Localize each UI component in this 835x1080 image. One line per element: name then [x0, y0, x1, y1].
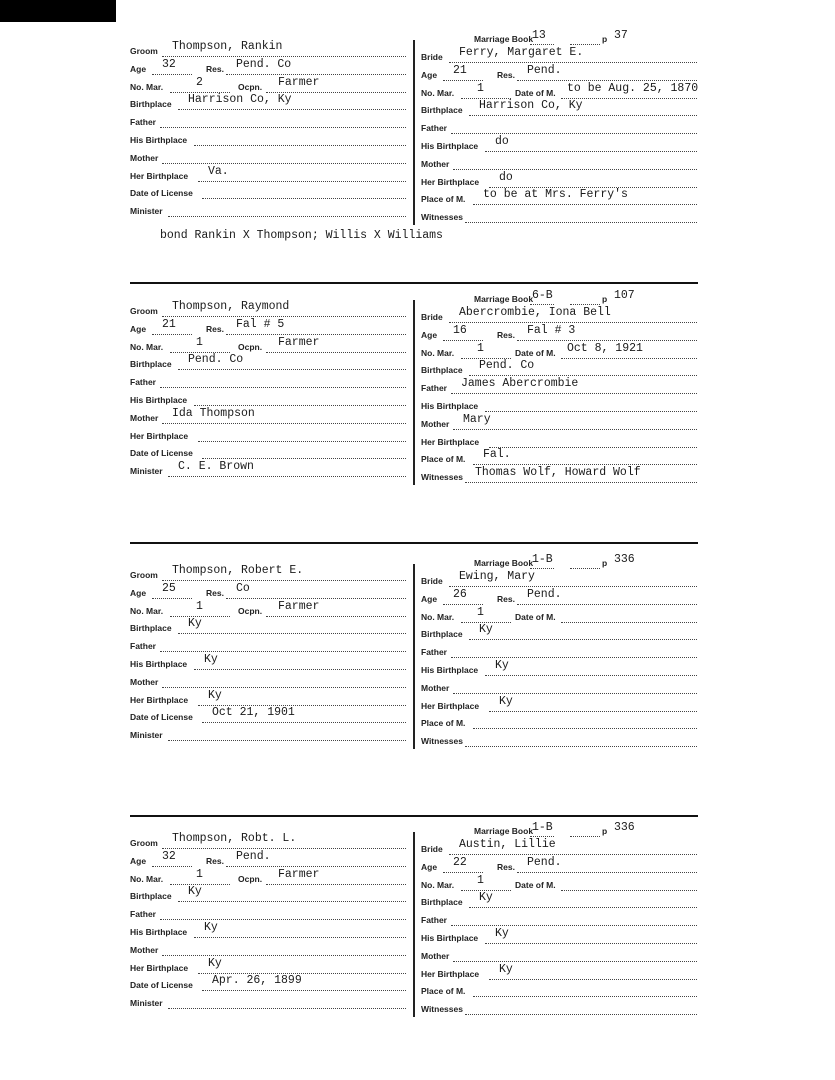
bride-place-of-m-label: Place of M. [421, 718, 466, 729]
bride-res: Pend. [527, 63, 562, 77]
groom-name: Thompson, Robert E. [172, 564, 304, 577]
groom-mother-label: Mother [130, 676, 159, 687]
groom-birthplace-label: Birthplace [130, 891, 172, 902]
bride-her-birthplace: Ky [499, 962, 513, 976]
bride-no-mar: 1 [477, 341, 484, 355]
bride-age: 26 [453, 587, 467, 601]
record-note: bond Rankin X Thompson; Willis X Williams [160, 229, 443, 242]
bride-date-of-m-label: Date of M. [515, 87, 556, 98]
bride-bride-label: Bride [421, 52, 443, 62]
bride-father: James Abercrombie [461, 377, 579, 391]
marriage-book-label: Marriage Book [474, 558, 534, 568]
bride-witnesses-dots [465, 1014, 697, 1015]
groom-groom-dots [162, 848, 406, 849]
bride-birthplace-label: Birthplace [421, 365, 463, 376]
bride-her-birthplace-label: Her Birthplace [421, 700, 480, 711]
bride-mother-label: Mother [421, 418, 450, 429]
groom-birthplace-dots [178, 109, 406, 110]
bride-age: 21 [453, 63, 467, 77]
bride-witnesses-label: Witnesses [421, 736, 463, 747]
groom-date-of-license: Apr. 26, 1899 [212, 974, 302, 988]
groom-his-birthplace-dots [194, 669, 406, 670]
bride-witnesses-dots [465, 746, 697, 747]
bride-birthplace-dots [469, 115, 697, 116]
groom-birthplace-label: Birthplace [130, 99, 172, 110]
groom-res: Fal # 5 [236, 317, 285, 331]
groom-ocpn-label: Ocpn. [238, 341, 263, 352]
bride-witnesses: Thomas Wolf, Howard Wolf [475, 466, 641, 480]
groom-birthplace-dots [178, 901, 406, 902]
groom-father-label: Father [130, 117, 156, 128]
groom-res-label: Res. [206, 323, 224, 334]
bride-no-mar-label: No. Mar. [421, 611, 455, 622]
page-number: 37 [614, 29, 628, 42]
groom-his-birthplace-dots [194, 145, 406, 146]
scan-margin-right [716, 0, 835, 1080]
column-divider [413, 832, 415, 1017]
column-divider [413, 564, 415, 749]
bride-age-label: Age [421, 329, 438, 340]
bride-place-of-m-dots [473, 204, 697, 205]
page-dots [570, 304, 600, 305]
groom-ocpn: Farmer [278, 867, 320, 881]
bride-name: Abercrombie, Iona Bell [459, 306, 611, 319]
groom-groom-dots [162, 580, 406, 581]
marriage-book-number: 1-B [532, 553, 553, 566]
groom-name: Thompson, Raymond [172, 300, 290, 313]
groom-ocpn-dots [266, 884, 406, 885]
bride-his-birthplace-label: His Birthplace [421, 141, 479, 151]
bride-birthplace: Ky [479, 891, 493, 905]
groom-mother-label: Mother [130, 152, 159, 163]
groom-res: Pend. Co [236, 57, 292, 71]
groom-birthplace: Ky [188, 617, 202, 631]
bride-place-of-m-label: Place of M. [421, 986, 466, 997]
bride-no-mar-label: No. Mar. [421, 879, 455, 890]
bride-father-dots [451, 657, 697, 658]
bride-his-birthplace-label: His Birthplace [421, 665, 479, 675]
bride-res: Pend. [527, 587, 562, 601]
bride-name: Ewing, Mary [459, 570, 535, 583]
bride-bride-dots [449, 62, 697, 63]
column-divider [413, 40, 415, 225]
bride-date-of-m-label: Date of M. [515, 347, 556, 358]
bride-his-birthplace-label: His Birthplace [421, 933, 479, 943]
groom-his-birthplace: Ky [204, 653, 218, 666]
groom-mother-dots [162, 955, 406, 956]
groom-ocpn-label: Ocpn. [238, 81, 263, 92]
groom-age: 21 [162, 317, 176, 331]
bride-age: 22 [453, 855, 467, 869]
groom-age-label: Age [130, 587, 147, 598]
page-label: p [602, 558, 608, 568]
groom-no-mar-label: No. Mar. [130, 81, 164, 92]
bride-mother-dots [453, 693, 697, 694]
groom-no-mar-label: No. Mar. [130, 605, 164, 616]
bride-name: Austin, Lillie [459, 838, 556, 851]
page-label: p [602, 34, 608, 44]
bride-no-mar-label: No. Mar. [421, 87, 455, 98]
groom-date-of-license-label: Date of License [130, 448, 193, 459]
page-dots [570, 836, 600, 837]
bride-his-birthplace-dots [485, 151, 697, 152]
bride-date-of-m: to be Aug. 25, 1870 [567, 81, 699, 95]
groom-mother-label: Mother [130, 944, 159, 955]
bride-her-birthplace-dots [489, 447, 697, 448]
bride-age-label: Age [421, 69, 438, 80]
groom-her-birthplace-label: Her Birthplace [130, 430, 189, 441]
groom-birthplace: Ky [188, 885, 202, 899]
groom-no-mar: 2 [196, 75, 203, 89]
groom-mother-dots [162, 423, 406, 424]
groom-age-dots [152, 74, 192, 75]
groom-no-mar-label: No. Mar. [130, 341, 164, 352]
bride-his-birthplace: Ky [495, 927, 509, 940]
groom-date-of-license-label: Date of License [130, 712, 193, 723]
page-number: 336 [614, 553, 635, 566]
bride-her-birthplace-dots [489, 711, 697, 712]
groom-date-of-license: Oct 21, 1901 [212, 706, 295, 720]
groom-his-birthplace-label: His Birthplace [130, 927, 188, 937]
groom-birthplace-dots [178, 369, 406, 370]
bride-his-birthplace-label: His Birthplace [421, 401, 479, 411]
bride-res-dots [517, 872, 697, 873]
groom-her-birthplace-label: Her Birthplace [130, 694, 189, 705]
groom-ocpn-label: Ocpn. [238, 873, 263, 884]
groom-res: Co [236, 581, 250, 595]
bride-date-of-m-dots [561, 622, 697, 623]
bride-father-label: Father [421, 383, 447, 394]
bride-birthplace-dots [469, 907, 697, 908]
groom-no-mar-label: No. Mar. [130, 873, 164, 884]
marriage-book-dots [530, 304, 554, 305]
groom-his-birthplace-label: His Birthplace [130, 395, 188, 405]
bride-res-dots [517, 604, 697, 605]
bride-mother-label: Mother [421, 950, 450, 961]
groom-her-birthplace-label: Her Birthplace [130, 962, 189, 973]
groom-res-label: Res. [206, 587, 224, 598]
groom-date-of-license-dots [202, 722, 406, 723]
groom-age-label: Age [130, 855, 147, 866]
groom-age-label: Age [130, 63, 147, 74]
bride-her-birthplace: Ky [499, 694, 513, 708]
groom-age-dots [152, 598, 192, 599]
bride-his-birthplace-dots [485, 943, 697, 944]
bride-date-of-m: Oct 8, 1921 [567, 341, 643, 355]
groom-father-dots [160, 387, 406, 388]
bride-witnesses-dots [465, 222, 697, 223]
groom-his-birthplace-dots [194, 937, 406, 938]
marriage-book-label: Marriage Book [474, 34, 534, 44]
bride-res: Fal # 3 [527, 323, 576, 337]
groom-father-dots [160, 127, 406, 128]
groom-birthplace-label: Birthplace [130, 359, 172, 370]
bride-witnesses-label: Witnesses [421, 212, 463, 223]
bride-father-dots [451, 925, 697, 926]
groom-minister-dots [168, 476, 406, 477]
groom-her-birthplace-dots [198, 441, 406, 442]
bride-mother-dots [453, 169, 697, 170]
groom-mother-dots [162, 163, 406, 164]
groom-minister-dots [168, 740, 406, 741]
bride-witnesses-dots [465, 482, 697, 483]
page-label: p [602, 826, 608, 836]
record-separator [130, 542, 698, 544]
bride-his-birthplace-dots [485, 411, 697, 412]
bride-mother-dots [453, 961, 697, 962]
bride-mother-dots [453, 429, 697, 430]
bride-birthplace: Ky [479, 623, 493, 637]
bride-bride-dots [449, 854, 697, 855]
bride-place-of-m: to be at Mrs. Ferry's [483, 188, 628, 202]
bride-no-mar-label: No. Mar. [421, 347, 455, 358]
bride-place-of-m: Fal. [483, 448, 511, 462]
groom-age: 32 [162, 57, 176, 71]
groom-groom-label: Groom [130, 46, 158, 56]
bride-his-birthplace: do [495, 135, 509, 148]
groom-his-birthplace-label: His Birthplace [130, 135, 188, 145]
groom-age-dots [152, 866, 192, 867]
bride-mother: Mary [463, 412, 491, 426]
groom-age: 25 [162, 581, 176, 595]
bride-his-birthplace: Ky [495, 659, 509, 672]
bride-date-of-m-dots [561, 890, 697, 891]
marriage-book-number: 13 [532, 29, 546, 42]
bride-birthplace-label: Birthplace [421, 629, 463, 640]
bride-birthplace: Pend. Co [479, 359, 535, 373]
bride-date-of-m-label: Date of M. [515, 879, 556, 890]
scan-margin-left [0, 22, 116, 1080]
groom-her-birthplace: Va. [208, 164, 229, 178]
bride-place-of-m-dots [473, 996, 697, 997]
bride-witnesses-label: Witnesses [421, 1004, 463, 1015]
bride-res-label: Res. [497, 69, 515, 80]
bride-no-mar: 1 [477, 81, 484, 95]
groom-birthplace: Harrison Co, Ky [188, 93, 292, 107]
bride-date-of-m-label: Date of M. [515, 611, 556, 622]
groom-minister-label: Minister [130, 206, 163, 217]
bride-her-birthplace-label: Her Birthplace [421, 176, 480, 187]
bride-her-birthplace-dots [489, 979, 697, 980]
groom-birthplace-label: Birthplace [130, 623, 172, 634]
bride-no-mar: 1 [477, 873, 484, 887]
record-separator [130, 282, 698, 284]
bride-place-of-m-dots [473, 728, 697, 729]
bride-date-of-m-dots [561, 358, 697, 359]
groom-name: Thompson, Robt. L. [172, 832, 297, 845]
bride-father-dots [451, 133, 697, 134]
groom-her-birthplace: Ky [208, 956, 222, 970]
groom-her-birthplace: Ky [208, 688, 222, 702]
bride-age-label: Age [421, 861, 438, 872]
groom-minister-label: Minister [130, 730, 163, 741]
groom-mother-dots [162, 687, 406, 688]
bride-father-label: Father [421, 915, 447, 926]
groom-birthplace-dots [178, 633, 406, 634]
bride-age: 16 [453, 323, 467, 337]
groom-name: Thompson, Rankin [172, 40, 283, 53]
groom-father-dots [160, 651, 406, 652]
groom-ocpn: Farmer [278, 599, 320, 613]
groom-birthplace: Pend. Co [188, 353, 244, 367]
groom-mother-label: Mother [130, 412, 159, 423]
page-number: 107 [614, 289, 635, 302]
page-label: p [602, 294, 608, 304]
marriage-book-number: 1-B [532, 821, 553, 834]
page-number: 336 [614, 821, 635, 834]
bride-birthplace: Harrison Co, Ky [479, 99, 583, 113]
page-dots [570, 568, 600, 569]
groom-minister-label: Minister [130, 998, 163, 1009]
marriage-book-number: 6-B [532, 289, 553, 302]
groom-groom-label: Groom [130, 306, 158, 316]
bride-father-label: Father [421, 647, 447, 658]
groom-father-dots [160, 919, 406, 920]
bride-res: Pend. [527, 855, 562, 869]
groom-age-label: Age [130, 323, 147, 334]
groom-father-label: Father [130, 377, 156, 388]
marriage-book-label: Marriage Book [474, 294, 534, 304]
bride-father-dots [451, 393, 697, 394]
bride-mother-label: Mother [421, 682, 450, 693]
bride-name: Ferry, Margaret E. [459, 46, 584, 59]
bride-mother-label: Mother [421, 158, 450, 169]
groom-age: 32 [162, 849, 176, 863]
marriage-book-dots [530, 836, 554, 837]
marriage-book-dots [530, 44, 554, 45]
groom-date-of-license-label: Date of License [130, 980, 193, 991]
bride-father-label: Father [421, 123, 447, 134]
groom-father-label: Father [130, 909, 156, 920]
groom-ocpn: Farmer [278, 335, 320, 349]
groom-groom-label: Groom [130, 838, 158, 848]
groom-no-mar: 1 [196, 867, 203, 881]
groom-minister-dots [168, 216, 406, 217]
groom-res-label: Res. [206, 63, 224, 74]
bride-res-label: Res. [497, 593, 515, 604]
bride-place-of-m-label: Place of M. [421, 194, 466, 205]
bride-bride-label: Bride [421, 312, 443, 322]
groom-ocpn-dots [266, 616, 406, 617]
bride-place-of-m-label: Place of M. [421, 454, 466, 465]
bride-bride-dots [449, 586, 697, 587]
bride-her-birthplace: do [499, 170, 513, 184]
record-separator [130, 815, 698, 817]
column-divider [413, 300, 415, 485]
bride-res-label: Res. [497, 329, 515, 340]
groom-no-mar: 1 [196, 599, 203, 613]
bride-no-mar: 1 [477, 605, 484, 619]
groom-ocpn: Farmer [278, 75, 320, 89]
bride-her-birthplace-label: Her Birthplace [421, 968, 480, 979]
bride-his-birthplace-dots [485, 675, 697, 676]
groom-mother: Ida Thompson [172, 406, 255, 420]
groom-res: Pend. [236, 849, 271, 863]
bride-res-label: Res. [497, 861, 515, 872]
groom-age-dots [152, 334, 192, 335]
groom-date-of-license-label: Date of License [130, 188, 193, 199]
groom-his-birthplace-label: His Birthplace [130, 659, 188, 669]
groom-minister-dots [168, 1008, 406, 1009]
bride-birthplace-dots [469, 639, 697, 640]
marriage-book-label: Marriage Book [474, 826, 534, 836]
groom-minister-label: Minister [130, 466, 163, 477]
bride-her-birthplace-label: Her Birthplace [421, 436, 480, 447]
bride-birthplace-label: Birthplace [421, 897, 463, 908]
bride-birthplace-label: Birthplace [421, 105, 463, 116]
groom-her-birthplace-label: Her Birthplace [130, 170, 189, 181]
groom-date-of-license-dots [202, 198, 406, 199]
groom-groom-label: Groom [130, 570, 158, 580]
groom-father-label: Father [130, 641, 156, 652]
groom-ocpn-label: Ocpn. [238, 605, 263, 616]
page-dots [570, 44, 600, 45]
groom-ocpn-dots [266, 352, 406, 353]
groom-his-birthplace: Ky [204, 921, 218, 934]
bride-bride-label: Bride [421, 844, 443, 854]
bride-bride-label: Bride [421, 576, 443, 586]
groom-her-birthplace-dots [198, 181, 406, 182]
bride-witnesses-label: Witnesses [421, 472, 463, 483]
groom-no-mar: 1 [196, 335, 203, 349]
groom-res-label: Res. [206, 855, 224, 866]
bride-age-label: Age [421, 593, 438, 604]
groom-date-of-license-dots [202, 990, 406, 991]
groom-minister: C. E. Brown [178, 460, 254, 474]
marriage-book-dots [530, 568, 554, 569]
